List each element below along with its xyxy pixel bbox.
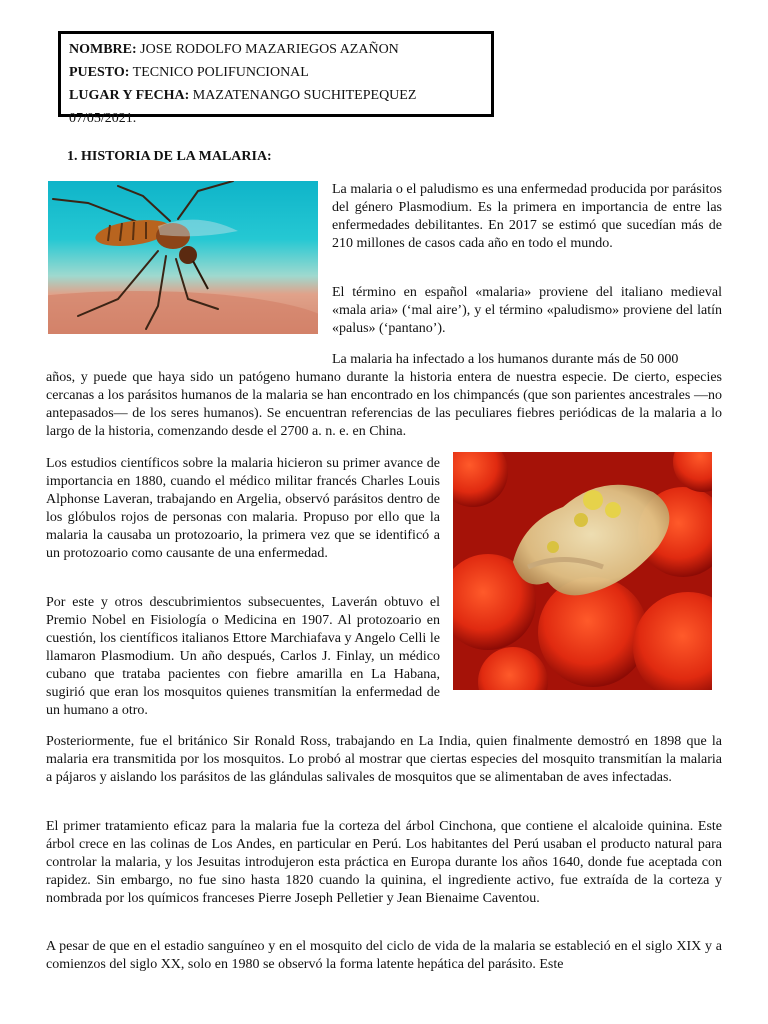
post-line: [69, 61, 483, 84]
paragraph-2: El término en español «malaria» proviene del italiano medieval «mala aria» (‘mal aire’), y el término «paludismo» proviene del latín «palus» (‘pantano’).: [332, 285, 722, 336]
paragraph-3-start: La malaria ha infectado a los humanos durante más de 50 000: [332, 352, 679, 367]
paragraph-5: Por este y otros descubrimientos subsecuentes, Laverán obtuvo el Premio Nobel en Fisiología o Medicina en 1907. Al protozoario en cuestión, los científicos italianos Ettore Marchiafava y Angelo Celli le llamaron Plasmodium. Un año después, Carlos J. Finlay, un médico cubano que trataba pacientes con fiebre amarilla en La Habana, sugirió que eran los mosquitos quienes transmitían la enfermedad de un humano a otro.: [46, 595, 440, 718]
post-label: PUESTO:: [69, 65, 130, 80]
section-heading: 1. HISTORIA DE LA MALARIA:: [67, 149, 272, 164]
place-label: LUGAR Y FECHA:: [69, 88, 190, 103]
mosquito-image: [48, 181, 318, 334]
paragraph-6: Posteriormente, fue el británico Sir Ronald Ross, trabajando en La India, quien finalmente demostró en 1898 que la malaria era transmitida por los mosquitos. Lo probó al mostrar que ciertas especies del mosquito transmitían la malaria a pájaros y aislando los parásitos de las glándulas salivales de mosquitos que se alimentaban de aves infectadas.: [46, 734, 722, 785]
place-line: [69, 84, 483, 130]
header-box: [58, 31, 494, 126]
name-value: JOSE RODOLFO MAZARIEGOS AZAÑON: [136, 42, 399, 57]
paragraph-1: La malaria o el paludismo es una enfermedad producida por parásitos del género Plasmodium. Es la primera en importancia de entre las enfermedades debilitantes. En 2017 se estimó que sucedían más de 210 millones de casos cada año en todo el mundo.: [332, 182, 722, 251]
paragraph-7: El primer tratamiento eficaz para la malaria fue la corteza del árbol Cinchona, que contiene el alcaloide quinina. Este árbol crece en las colinas de Los Andes, en particular en Perú. Los habitantes del Perú usaban el producto natural para controlar la malaria, y los Jesuitas introdujeron esta práctica en Europa durante los años 1640, donde fue aceptada con rapidez. Sin embargo, no fue sino hasta 1820 cuando la quinina, el ingrediente activo, fue extraída de la corteza y nombrada por los químicos franceses Pierre Joseph Pelletier y Jean Bienaime Caventou.: [46, 819, 722, 906]
paragraph-3: años, y puede que haya sido un patógeno humano durante la historia entera de nuestra especie. De cierto, especies cercanas a los parásitos humanos de la malaria se han encontrado en los chimpancés (que son parientes ancestrales —no antepasados— de los seres humanos). Se encuentran referencias de las peculiares fiebres periódicas de la malaria a lo largo de la historia, comenzando desde el 2700 a. n. e. en China.: [46, 370, 722, 439]
name-line: [69, 38, 483, 61]
place-value: MAZATENANGO SUCHITEPEQUEZ 07/05/2021.: [69, 88, 417, 126]
post-value: TECNICO POLIFUNCIONAL: [129, 65, 309, 80]
name-label: NOMBRE:: [69, 42, 137, 57]
blood-cells-image: [453, 452, 712, 690]
paragraph-4: Los estudios científicos sobre la malaria hicieron su primer avance de importancia en 1880, cuando el médico militar francés Charles Louis Alphonse Laveran, trabajando en Argelia, observó parásitos dentro de los glóbulos rojos de personas con malaria. Propuso por ello que la malaria la causaba un protozoario, la primera vez que se identificó a un protozoario como causante de una enfermedad.: [46, 456, 440, 561]
paragraph-8: A pesar de que en el estadio sanguíneo y en el mosquito del ciclo de vida de la malaria se estableció en el siglo XIX y a comienzos del siglo XX, solo en 1980 se observó la forma latente hepática del parásito. Este: [46, 939, 722, 972]
